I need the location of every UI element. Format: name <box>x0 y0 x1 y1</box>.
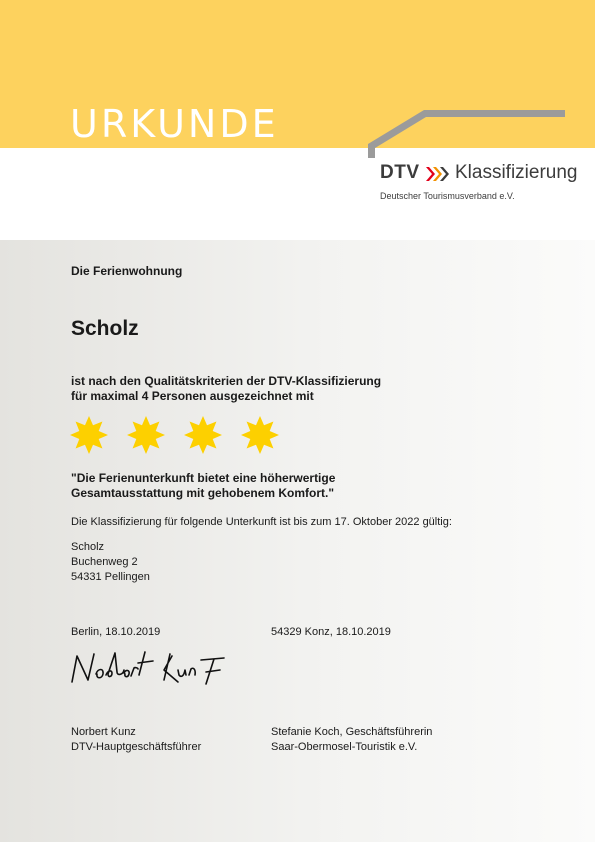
address-name: Scholz <box>71 541 105 553</box>
left-signatory <box>71 725 201 755</box>
certificate-title: URKUNDE <box>70 102 279 147</box>
star-rating <box>70 416 279 454</box>
logo-subtitle: Deutscher Tourismusverband e.V. <box>380 191 515 201</box>
star-icon <box>70 416 108 454</box>
criteria-text <box>71 374 381 404</box>
category-quote <box>71 471 335 501</box>
right-signatory <box>271 725 432 755</box>
right-signatory-role: Saar-Obermosel-Touristik e.V. <box>271 741 418 753</box>
logo-brand: DTV <box>380 162 420 183</box>
logo-name: Klassifizierung <box>455 162 578 183</box>
quote-line-1: "Die Ferienunterkunft bietet eine höherwertige <box>71 471 336 485</box>
left-signatory-name: Norbert Kunz <box>71 726 136 738</box>
left-signatory-role: DTV-Hauptgeschäftsführer <box>71 741 202 753</box>
validity-text: Die Klassifizierung für folgende Unterkunft ist bis zum 17. Oktober 2022 gültig: <box>71 516 452 528</box>
criteria-line-2: für maximal 4 Personen ausgezeichnet mit <box>71 389 314 403</box>
criteria-line-1: ist nach den Qualitätskriterien der DTV-Klassifizierung <box>71 374 382 388</box>
star-icon <box>127 416 165 454</box>
property-name: Scholz <box>71 317 139 340</box>
dtv-logo <box>360 108 578 208</box>
left-place-date: Berlin, 18.10.2019 <box>71 626 161 638</box>
right-place-date: 54329 Konz, 18.10.2019 <box>271 626 391 638</box>
right-signatory-name: Stefanie Koch, Geschäftsführerin <box>271 726 433 738</box>
star-icon <box>184 416 222 454</box>
house-roof-icon <box>360 108 570 168</box>
address-city: 54331 Pellingen <box>71 571 150 583</box>
address-street: Buchenweg 2 <box>71 556 138 568</box>
quote-line-2: Gesamtausstattung mit gehobenem Komfort." <box>71 486 335 500</box>
handwritten-signature <box>68 648 248 688</box>
star-icon <box>241 416 279 454</box>
chevron-arrows-icon <box>424 165 452 183</box>
address-block <box>71 540 150 585</box>
property-type: Die Ferienwohnung <box>71 264 183 278</box>
